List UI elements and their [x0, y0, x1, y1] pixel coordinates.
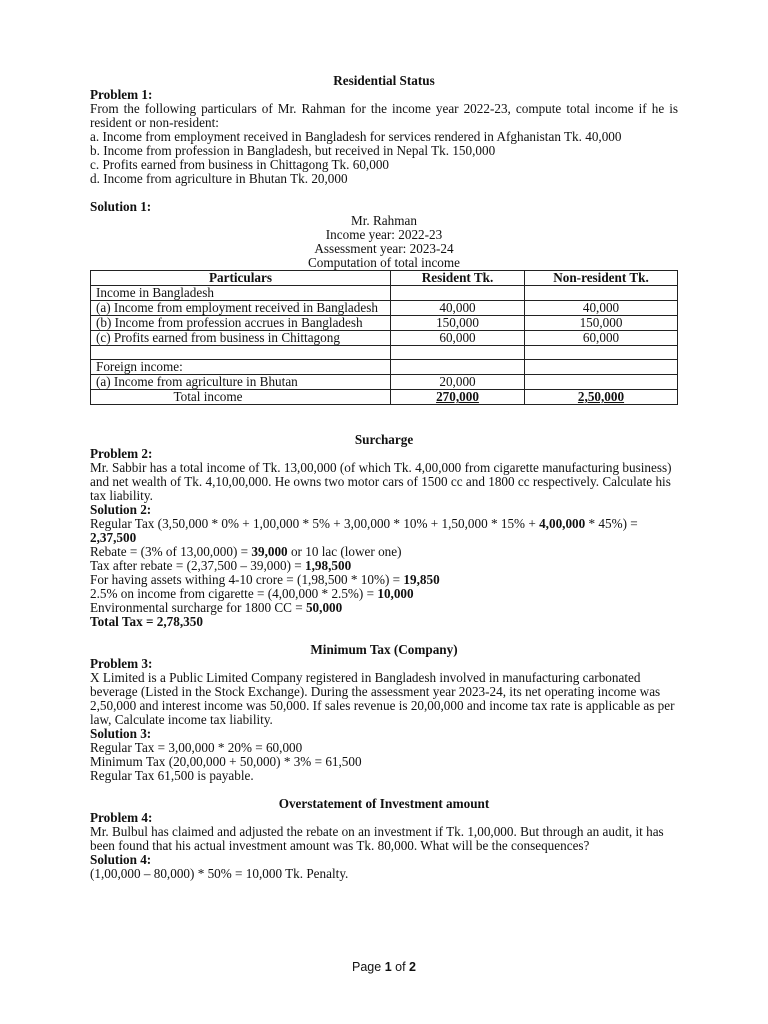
problem-3-label: Problem 3: [90, 656, 153, 671]
section-title-surcharge: Surcharge [354, 432, 414, 447]
total-pages: 2 [409, 960, 416, 974]
problem-3-text: X Limited is a Public Limited Company registered in Bangladesh involved in manufacturing carbonated beverage (Listed in the Stock Exchange). During the assessment year 2023-24, its net operating income was 2,50,000 and interest income was 50,000. If sales revenue is 20,00,000 and income tax rate is applicable as per law, Calculate income tax liability. [90, 670, 675, 727]
computation-heading-name: Mr. Rahman [351, 213, 417, 228]
solution-2-rebate: Rebate = (3% of 13,00,000) = 39,000 or 10 lac (lower one) [90, 544, 402, 559]
table-cell: (c) Profits earned from business in Chittagong [91, 331, 391, 346]
table-cell: 150,000 [391, 316, 525, 331]
solution-2-label: Solution 2: [90, 502, 152, 517]
problem-4-text: Mr. Bulbul has claimed and adjusted the rebate on an investment if Tk. 1,00,000. But through an audit, it has been found that his actual investment amount was Tk. 80,000. What will be the consequences? [90, 824, 664, 853]
problem-4-label: Problem 4: [90, 810, 153, 825]
problem-1-item: d. Income from agriculture in Bhutan Tk. 20,000 [90, 171, 348, 186]
table-total-value [525, 390, 678, 405]
table-row [91, 286, 678, 301]
document-page [90, 0, 678, 881]
solution-2-asset-surcharge: For having assets withing 4-10 crore = (1,98,500 * 10%) = 19,850 [90, 572, 440, 587]
table-cell: 150,000 [525, 316, 678, 331]
current-page: 1 [384, 960, 392, 974]
table-row [91, 316, 678, 331]
table-header: Particulars [91, 271, 391, 286]
table-cell [525, 346, 678, 360]
problem-2-label: Problem 2: [90, 446, 153, 461]
solution-4-label: Solution 4: [90, 852, 152, 867]
table-cell: 60,000 [391, 331, 525, 346]
table-row [91, 331, 678, 346]
section-title-overstatement: Overstatement of Investment amount [278, 796, 490, 811]
table-cell [525, 360, 678, 375]
solution-3-line: Regular Tax = 3,00,000 * 20% = 60,000 [90, 740, 303, 755]
solution-2-total-tax: Total Tax = 2,78,350 [90, 614, 203, 629]
table-cell: Foreign income: [91, 360, 391, 375]
table-cell: 60,000 [525, 331, 678, 346]
total-non-resident: 2,50,000 [577, 389, 625, 404]
table-cell: (b) Income from profession accrues in Bangladesh [91, 316, 391, 331]
table-cell: 40,000 [525, 301, 678, 316]
solution-1-label: Solution 1: [90, 199, 152, 214]
solution-2-tax-after-rebate: Tax after rebate = (2,37,500 – 39,000) = 1,98,500 [90, 558, 352, 573]
table-row [91, 346, 678, 360]
table-cell: (a) Income from agriculture in Bhutan [91, 375, 391, 390]
table-row [91, 375, 678, 390]
problem-1-item: b. Income from profession in Bangladesh, but received in Nepal Tk. 150,000 [90, 143, 496, 158]
computation-heading-title: Computation of total income [308, 255, 460, 270]
table-cell [525, 286, 678, 301]
table-cell [391, 346, 525, 360]
table-header: Non-resident Tk. [525, 271, 678, 286]
problem-1-label: Problem 1: [90, 87, 153, 102]
table-total-label: Total income [91, 390, 391, 405]
computation-heading-assessment-year: Assessment year: 2023-24 [314, 241, 454, 256]
total-resident: 270,000 [436, 389, 479, 404]
table-cell: 40,000 [391, 301, 525, 316]
table-total-value [391, 390, 525, 405]
table-header: Resident Tk. [391, 271, 525, 286]
section-title-residential-status: Residential Status [333, 73, 435, 88]
total-income-table [90, 270, 678, 405]
table-total-row [91, 390, 678, 405]
table-row [91, 301, 678, 316]
table-cell: Income in Bangladesh [91, 286, 391, 301]
solution-2-environmental-surcharge: Environmental surcharge for 1800 CC = 50,000 [90, 600, 343, 615]
problem-1-item: a. Income from employment received in Bangladesh for services rendered in Afghanistan Tk. 40,000 [90, 129, 622, 144]
table-cell [525, 375, 678, 390]
problem-2-text: Mr. Sabbir has a total income of Tk. 13,00,000 (of which Tk. 4,00,000 from cigarette manufacturing business) and net wealth of Tk. 4,10,00,000. He owns two motor cars of 1500 cc and 1800 cc respectively. Calculate his tax liability. [90, 460, 672, 503]
computation-heading-income-year: Income year: 2022-23 [325, 227, 443, 242]
table-cell [91, 346, 391, 360]
table-cell: (a) Income from employment received in Bangladesh [91, 301, 391, 316]
solution-3-label: Solution 3: [90, 726, 152, 741]
section-title-minimum-tax: Minimum Tax (Company) [310, 642, 458, 657]
table-cell [391, 360, 525, 375]
table-cell: 20,000 [391, 375, 525, 390]
problem-1-item: c. Profits earned from business in Chittagong Tk. 60,000 [90, 157, 390, 172]
problem-1-text: From the following particulars of Mr. Rahman for the income year 2022-23, compute total income if he is resident or non-resident: [90, 101, 678, 130]
solution-3-line: Regular Tax 61,500 is payable. [90, 768, 254, 783]
solution-2-regular-tax: Regular Tax (3,50,000 * 0% + 1,00,000 * 5% + 3,00,000 * 10% + 1,50,000 * 15% + 4,00,000 * 45%) = 2,37,500 [90, 516, 638, 545]
solution-3-line: Minimum Tax (20,00,000 + 50,000) * 3% = 61,500 [90, 754, 362, 769]
table-header-row [91, 271, 678, 286]
solution-4-line: (1,00,000 – 80,000) * 50% = 10,000 Tk. Penalty. [90, 866, 349, 881]
page-number-footer: Page 1 of 2 [352, 960, 416, 974]
table-cell [391, 286, 525, 301]
table-row [91, 360, 678, 375]
solution-2-cigarette-surcharge: 2.5% on income from cigarette = (4,00,000 * 2.5%) = 10,000 [90, 586, 414, 601]
